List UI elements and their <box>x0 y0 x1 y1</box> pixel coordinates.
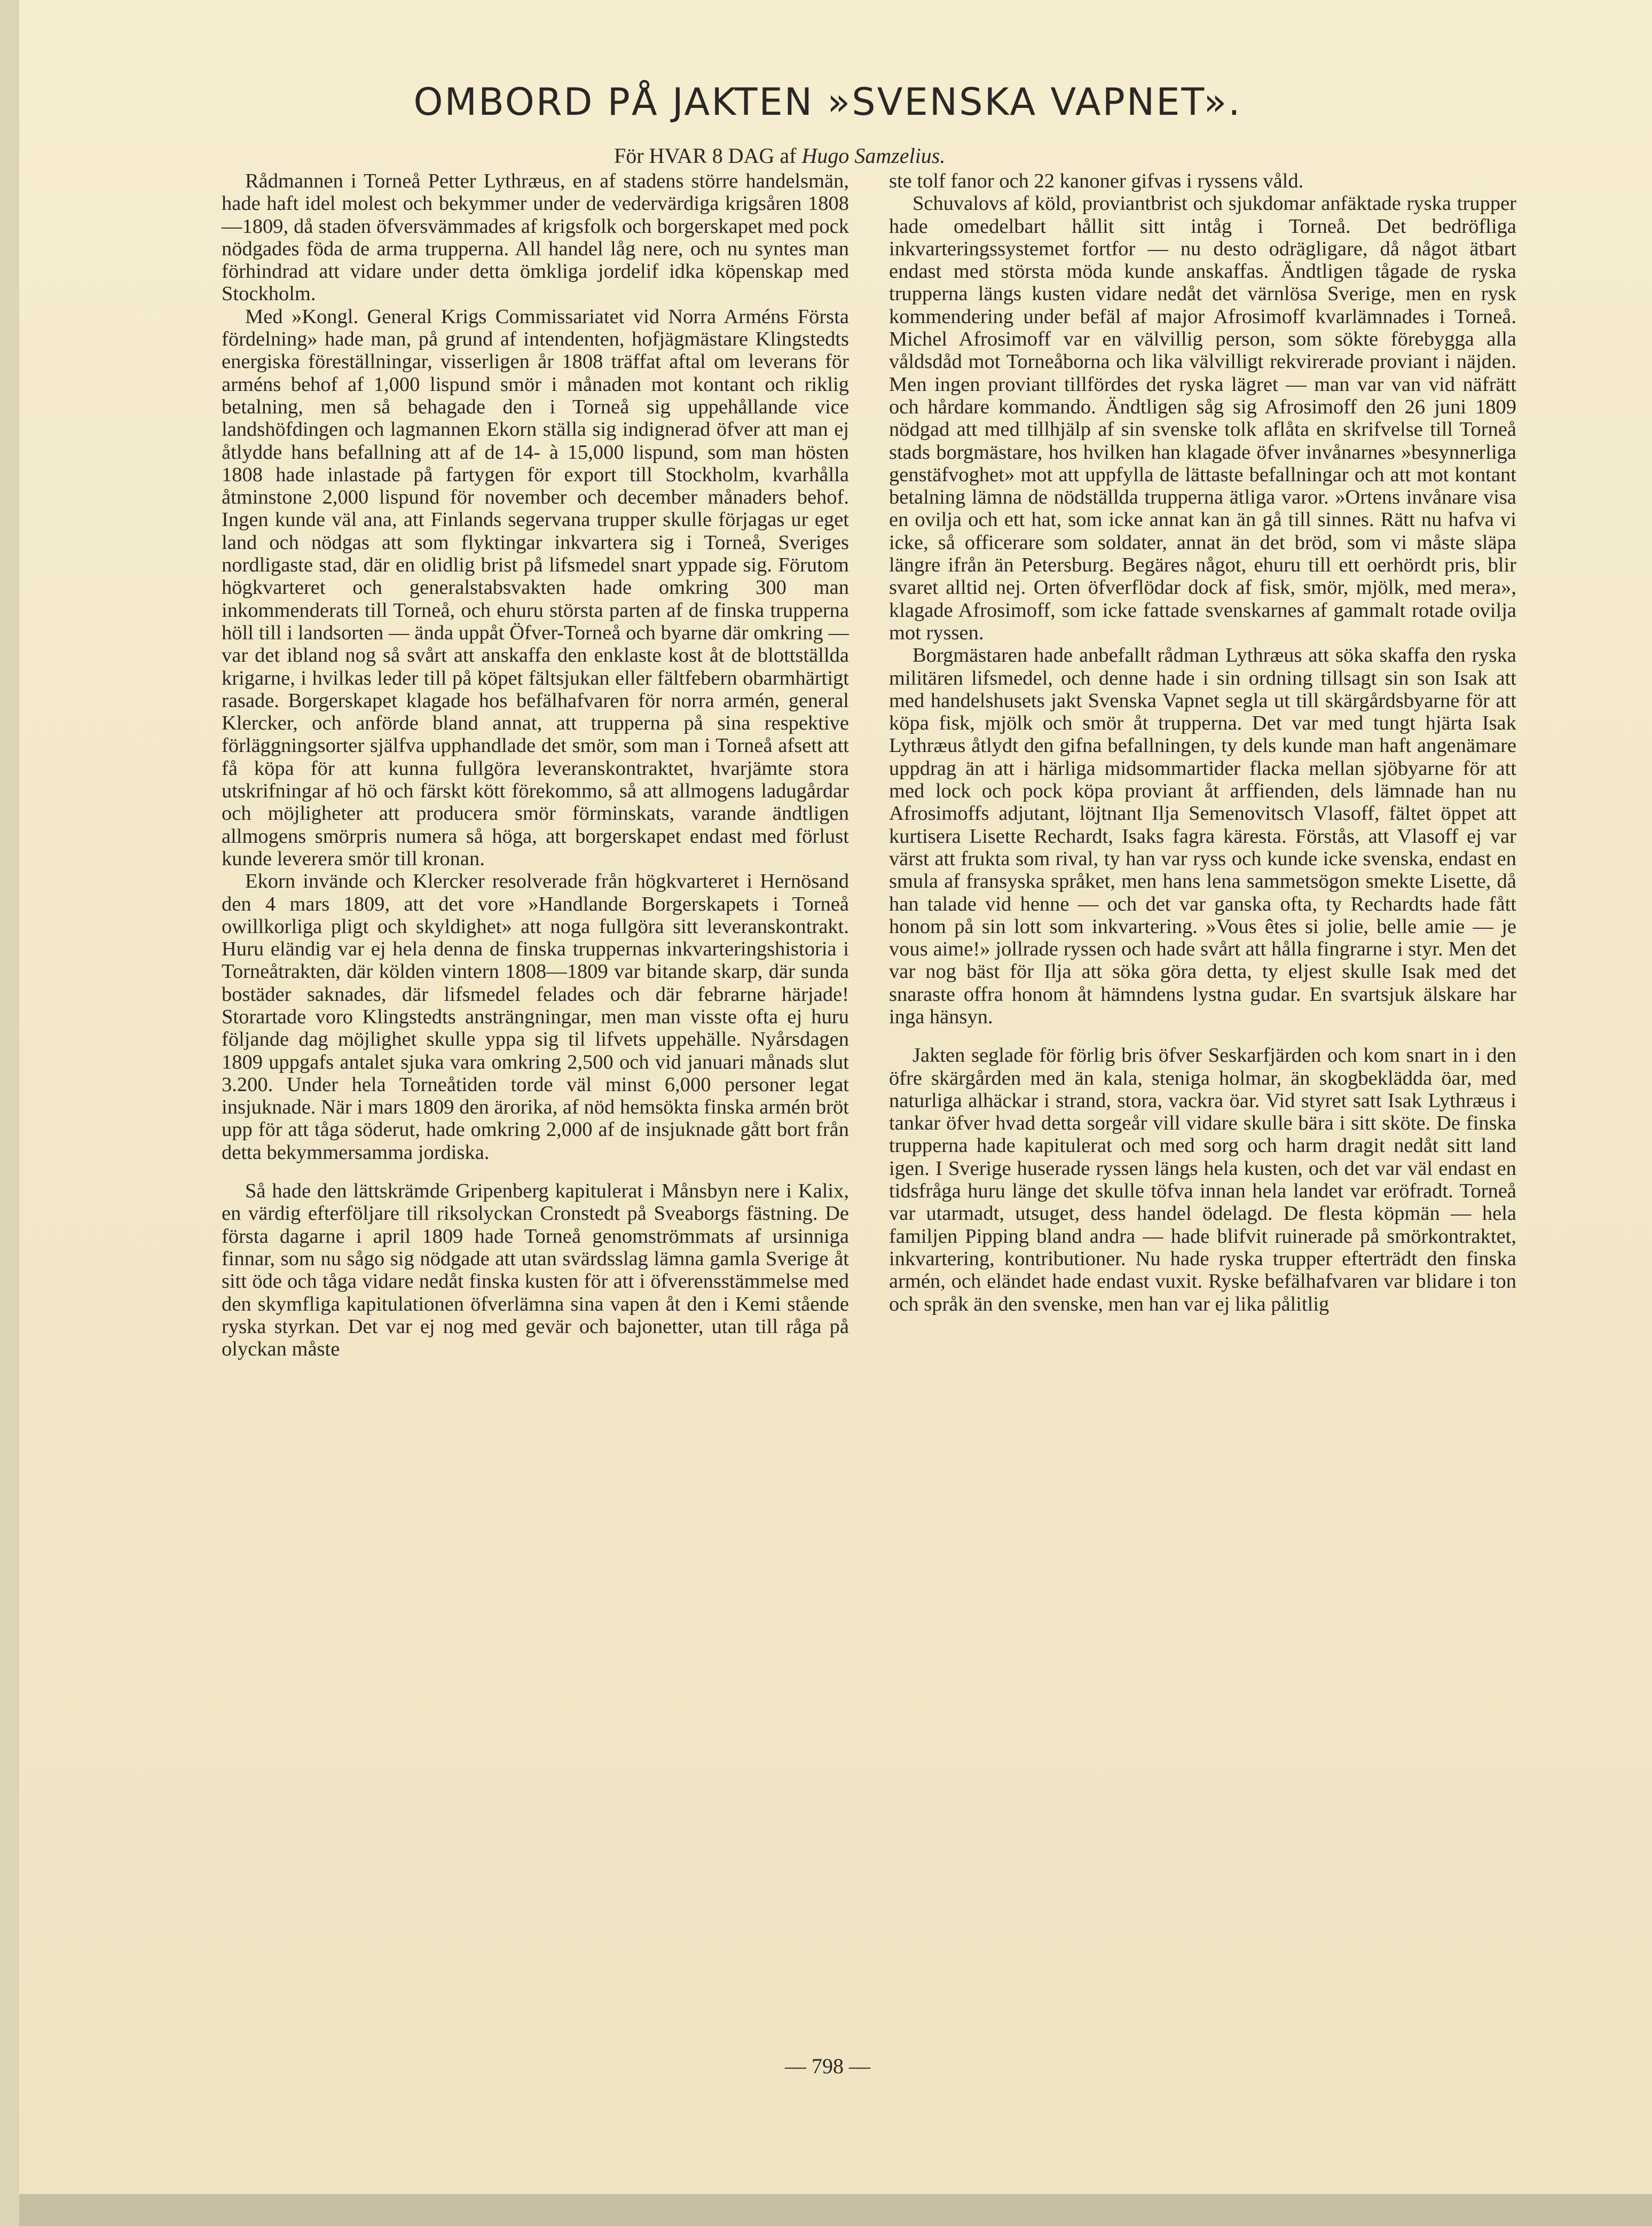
paragraph: Ekorn invände och Klercker resolverade från högkvarteret i Hernösand den 4 mars 1809, att det vore »Handlande Borgerskapets i Torneå owillkorliga pligt och skyldighet» att noga fullgöra sitt leveranskontrakt. Huru eländig var ej hela denna de finska truppernas inkvarteringshistoria i Torneåtrakten, där kölden vintern 1808—1809 var bitande skarp, där sunda bostäder saknades, där lifsmedel felades och där febrarne härjade! Storartade voro Klingstedts ansträngningar, men man visste ofta ej huru följande dag möjlighet skulle yppa sig til lifvets uppehälle. Nyårsdagen 1809 uppgafs antalet sjuka vara omkring 2,500 och vid januari månads slut 3.200. Under hela Torneåtiden torde väl minst 6,000 personer legat insjuknade. När i mars 1809 den ärorika, af nöd hemsökta finska armén bröt upp för att tåga söderut, hade omkring 2,000 af de insjuknade gått bort från detta bekymmersamma jordiska. <box>222 870 849 1164</box>
paragraph: Borgmästaren hade anbefallt rådman Lythræus att söka skaffa den ryska militären lifsmedel, och denne hade i sin ordning tillsagt sin son Isak att med handelshusets jakt Svenska Vapnet segla ut till skärgårdsbyarne för att köpa fisk, mjölk och smör åt trupperna. Det var med tungt hjärta Isak Lythræus åtlydt den gifna befallningen, ty dels kunde man haft angenämare uppdrag än att i härliga midsommartider flacka mellan sjöbyarne för att med lock och pock köpa proviant åt arffienden, dels lämnade han nu Afrosimoffs adjutant, löjtnant Ilja Semenovitsch Vlasoff, fältet öppet att kurtisera Lisette Rechardt, Isaks fagra käresta. Förstås, att Vlasoff ej var värst att frukta som rival, ty han var ryss och kunde icke svenska, endast en smula af fransyska språket, men hans lena sammetsögon smekte Lisette, då han talade vid henne — och det var ganska ofta, ty Rechardts hade fått honom på sin lott som inkvartering. »Vous êtes si jolie, belle amie — je vous aime!» jollrade ryssen och hade svårt att hålla fingrarne i styr. Men det var nog bäst för Ilja att söka göra detta, ty eljest skulle Isak med det snaraste offra honom åt hämndens lystna gudar. En svartsjuk älskare har inga hänsyn. <box>889 644 1516 1028</box>
paragraph: Så hade den lättskrämde Gripenberg kapitulerat i Månsbyn nere i Kalix, en värdig efterföljare till riksolyckan Cronstedt på Sveaborgs fästning. De första dagarne i april 1809 hade Torneå genomströmmats af ursinniga finnar, som nu sågo sig nödgade att utan svärdsslag lämna gamla Sverige åt sitt öde och tåga vidare nedåt finska kusten för att i öfverensstämmelse med den skymfliga kapitulationen öfverlämna sina vapen åt den i Kemi stående ryska styrkan. Det var ej nog med gevär och bajonetter, utan till råga på olyckan måste <box>222 1180 849 1361</box>
article-title: OMBORD PÅ JAKTEN »SVENSKA VAPNET». <box>413 80 1242 124</box>
right-column <box>889 170 1516 1315</box>
paragraph: ste tolf fanor och 22 kanoner gifvas i ryssens våld. <box>889 170 1304 192</box>
byline <box>614 143 1148 168</box>
byline-prefix: För HVAR 8 DAG af <box>614 144 797 168</box>
scan-edge <box>0 0 19 2226</box>
byline-author: Hugo Samzelius. <box>801 144 946 168</box>
paragraph: Rådmannen i Torneå Petter Lythræus, en af stadens större handelsmän, hade haft idel molest och bekymmer under de vedervärdiga krigsåren 1808 —1809, då staden öfversvämmades af krigsfolk och borgerskapet med pock nödgades föda de arma trupperna. All handel låg nere, och nu syntes man förhindrad att vidare under detta ömkliga jordelif idka köpenskap med Stockholm. <box>222 170 849 305</box>
paragraph: Jakten seglade för förlig bris öfver Seskarfjärden och kom snart in i den öfre skärgården med än kala, steniga holmar, än skogbeklädda öar, med naturliga alhäckar i strand, stora, vackra öar. Vid styret satt Isak Lythræus i tankar öfver hvad detta sorgeår vill vidare skulle bära i sitt sköte. De finska trupperna hade kapitulerat och med sorg och harm dragit nedåt sitt land igen. I Sverige huserade ryssen längs hela kusten, och det var väl endast en tidsfråga huru länge det skulle töfva innan hela landet var eröfradt. Torneå var utarmadt, utsuget, dess handel ödelagd. De flesta köpmän — hela familjen Pipping bland andra — hade blifvit ruinerade på smörkontraktet, inkvartering, kontributioner. Nu hade ryska trupper efterträdt den finska armén, och eländet hade endast vuxit. Ryske befälhafvaren var blidare i ton och språk än den svenske, men han var ej lika pålitlig <box>889 1044 1516 1315</box>
paragraph: Schuvalovs af köld, proviantbrist och sjukdomar anfäktade ryska trupper hade omedelbart hållit sitt intåg i Torneå. Det bedröfliga inkvarteringssystemet fortfor — nu desto odrägligare, då något ätbart endast med största möda kunde anskaffas. Ändtligen tågade de ryska trupperna längs kusten vidare nedåt det värnlösa Sverige, men en rysk kommendering under befäl af major Afrosimoff kvarlämnades i Torneå. Michel Afrosimoff var en välvillig person, som sökte förebygga alla våldsdåd mot Torneåborna och lika välvilligt rekvirerade proviant i näjden. Men ingen proviant tillfördes det ryska lägret — man var van vid näfrätt och hårdare kommando. Ändtligen såg sig Afrosimoff den 26 juni 1809 nödgad att med tillhjälp af sin svenske tolk aflåta en skrifvelse till Torneå stads borgmästare, hos hvilken han klagade öfver invånarnes »besynnerliga genstäfvoghet» mot att uppfylla de lättaste befallningar och att mot kontant betalning lämna de nödställda trupperna ätliga varor. »Ortens invånare visa en ovilja och ett hat, som icke annat kan än gå till sinnes. Rätt nu hafva vi icke, så officerare som soldater, annat än det bröd, som vi måste släpa längre ifrån än Petersburg. Begäres något, ehuru till ett oerhördt pris, blir svaret alltid nej. Orten öfverflödar dock af fisk, smör, mjölk, med mera», klagade Afrosimoff, som icke fattade svenskarnes af gammalt rotade ovilja mot ryssen. <box>889 192 1516 644</box>
left-column <box>222 170 849 1360</box>
page-number: — 798 — <box>785 2054 870 2078</box>
paragraph: Med »Kongl. General Krigs Commissariatet vid Norra Arméns Första fördelning» hade man, på grund af intendenten, hofjägmästare Klingstedts energiska föreställningar, visserligen år 1808 träffat aftal om leverans för arméns behof af 1,000 lispund smör i månaden mot kontant och riklig betalning, men så behagade den i Torneå sig uppehållande vice landshöfdingen och lagmannen Ekorn ställa sig indignerad öfver att man ej åtlydde hans befallning att af de 14- à 15,000 lispund, som man hösten 1808 hade inlastade på fartygen för export till Stockholm, kvarhålla åtminstone 2,000 lispund för november och december månaders behof. Ingen kunde väl ana, att Finlands segervana trupper skulle förjagas ur eget land och nödgas att som flyktingar inkvartera sig i Torneå, Sveriges nordligaste stad, där en olidlig brist på lifsmedel snart yppade sig. Förutom högkvarteret och generalstabsvakten hade omkring 300 man inkommenderats till Torneå, och ehuru största parten af de finska trupperna höll till i landsorten — ända uppåt Öfver-Torneå och byarne där omkring — var det ibland nog så svårt att anskaffa den enklaste kost åt de blottställda krigarne, i hvilkas leder till på köpet fältsjukan eller fältfebern obarmhärtigt rasade. Borgerskapet klagade hos befälhafvaren för norra armén, general Klercker, och anförde bland annat, att trupperna på sina respektive förläggningsorter själfva upphandlade det smör, som man i Torneå afsett att få köpa för att kunna fullgöra leveranskontraktet, hvarjämte stora utskrifningar af hö och färskt kött förekommo, så att allmogens ladugårdar och möjligheter att producera smör förminskats, varande ändtligen allmogens smörpris numera så höga, att borgerskapet endast med förlust kunde leverera smör till kronan. <box>222 305 849 870</box>
